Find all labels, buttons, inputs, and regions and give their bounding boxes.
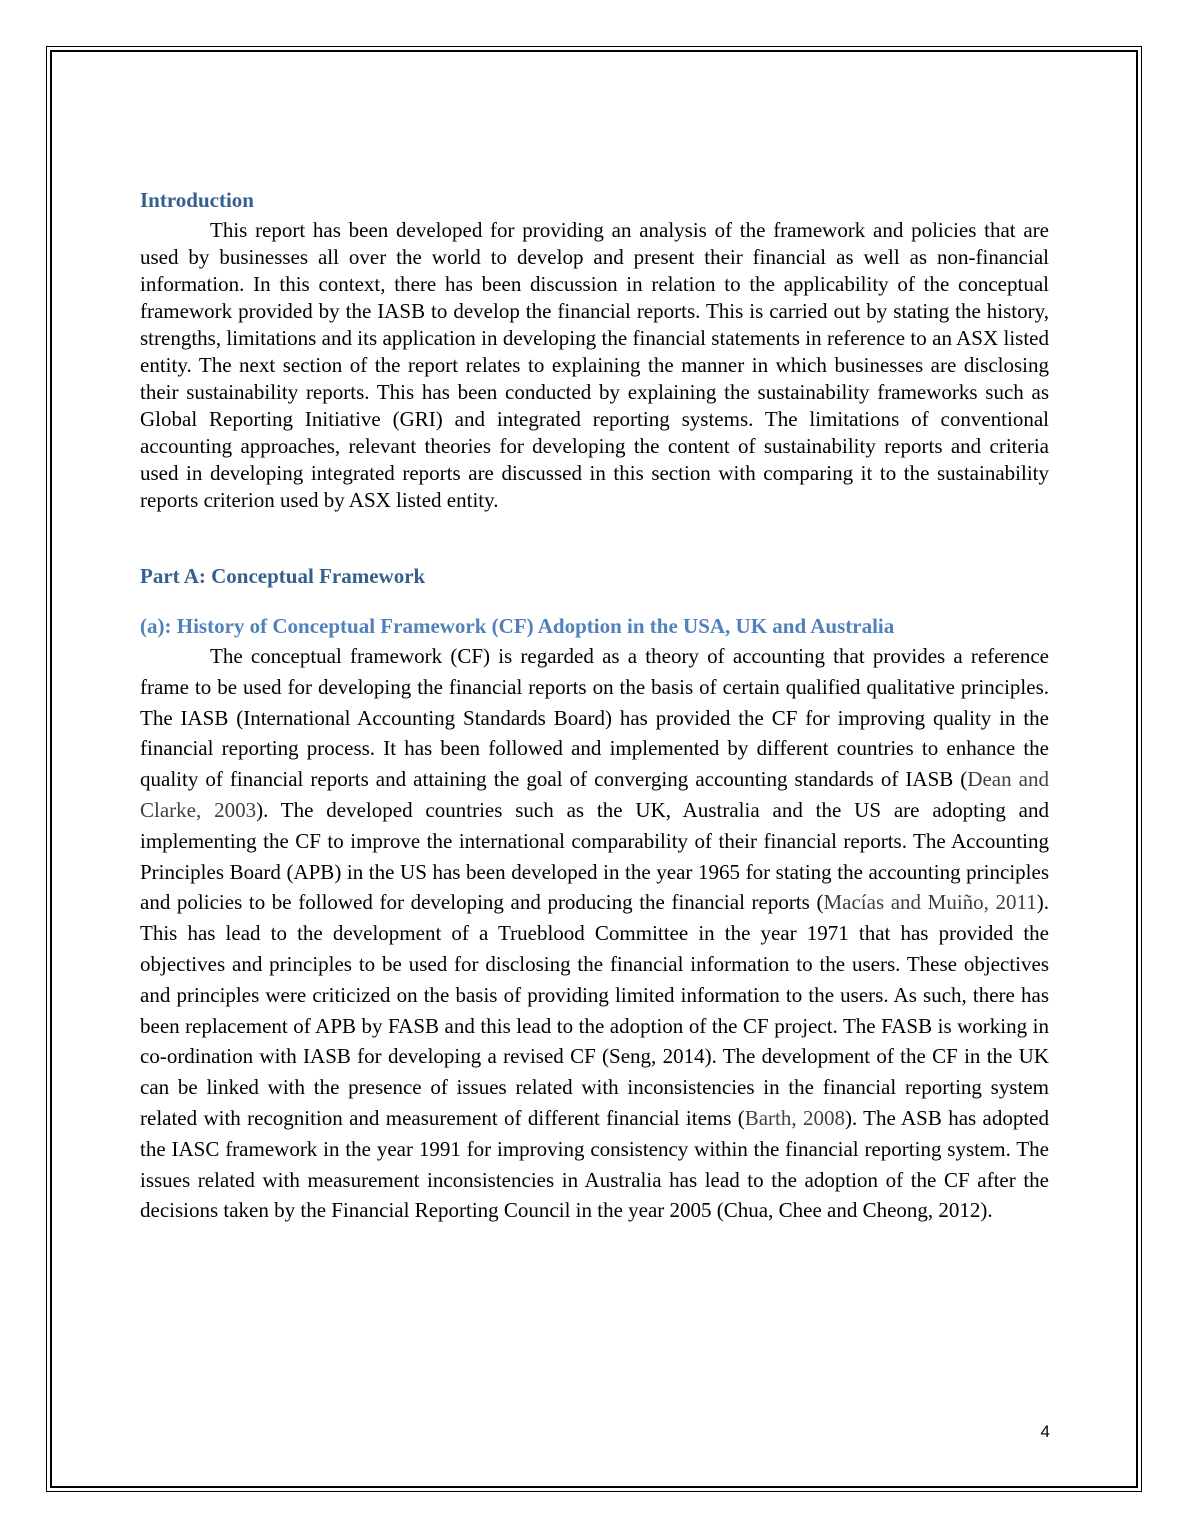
page-number: 4 xyxy=(1040,1422,1050,1441)
history-text-segment: ). The ASB has adopted the IASC framework in the year 1991 for improving consistency within the financial reporting system. The issues related with measurement inconsistencies in Australia has lead to the adoption of the CF after the decisions taken by the Financial Reporting Council in the year 2005 (Chua, Chee and Cheong, 2012). xyxy=(140,1105,1049,1223)
history-paragraph xyxy=(140,641,1049,1226)
citation-macias-muino: Macías and Muiño, 2011 xyxy=(823,890,1037,915)
citation-barth: Barth, 2008 xyxy=(744,1105,845,1130)
part-a-heading: Part A: Conceptual Framework xyxy=(140,564,426,588)
citation-dean-clarke: Dean and Clarke, 2003 xyxy=(140,767,1049,822)
history-text-segment: ). This has lead to the development of a Trueblood Committee in the year 1971 that has provided the objectives and principles to be used for disclosing the financial information to the users. These objectives and principles were criticized on the basis of providing limited information to the users. As such, there has been replacement of APB by FASB and this lead to the adoption of the CF project. The FASB is working in co-ordination with IASB for developing a revised CF (Seng, 2014). The development of the CF in the UK can be linked with the presence of issues related with inconsistencies in the financial reporting system related with recognition and measurement of different financial items ( xyxy=(140,890,1049,1130)
introduction-paragraph: This report has been developed for providing an analysis of the framework and policies that are used by businesses all over the world to develop and present their financial as well as non-financial information. In this context, there has been discussion in relation to the applicability of the conceptual framework provided by the IASB to develop the financial reports. This is carried out by stating the history, strengths, limitations and its application in developing the financial statements in reference to an ASX listed entity. The next section of the report relates to explaining the manner in which businesses are disclosing their sustainability reports. This has been conducted by explaining the sustainability frameworks such as Global Reporting Initiative (GRI) and integrated reporting systems. The limitations of conventional accounting approaches, relevant theories for developing the content of sustainability reports and criteria used in developing integrated reports are discussed in this section with comparing it to the sustainability reports criterion used by ASX listed entity. xyxy=(140,218,1049,512)
history-subheading: (a): History of Conceptual Framework (CF) Adoption in the USA, UK and Australia xyxy=(140,614,895,638)
document-body xyxy=(140,186,1049,1226)
history-text-segment: The conceptual framework (CF) is regarded as a theory of accounting that provides a reference frame to be used for developing the financial reports on the basis of certain qualified qualitative principles. The IASB (International Accounting Standards Board) has provided the CF for improving quality in the financial reporting process. It has been followed and implemented by different countries to enhance the quality of financial reports and attaining the goal of converging accounting standards of IASB ( xyxy=(140,644,1049,792)
introduction-heading: Introduction xyxy=(140,188,254,212)
history-text-segment: ). The developed countries such as the UK, Australia and the US are adopting and implementing the CF to improve the international comparability of their financial reports. The Accounting Principles Board (APB) in the US has been developed in the year 1965 for stating the accounting principles and policies to be followed for developing and producing the financial reports ( xyxy=(140,797,1049,915)
